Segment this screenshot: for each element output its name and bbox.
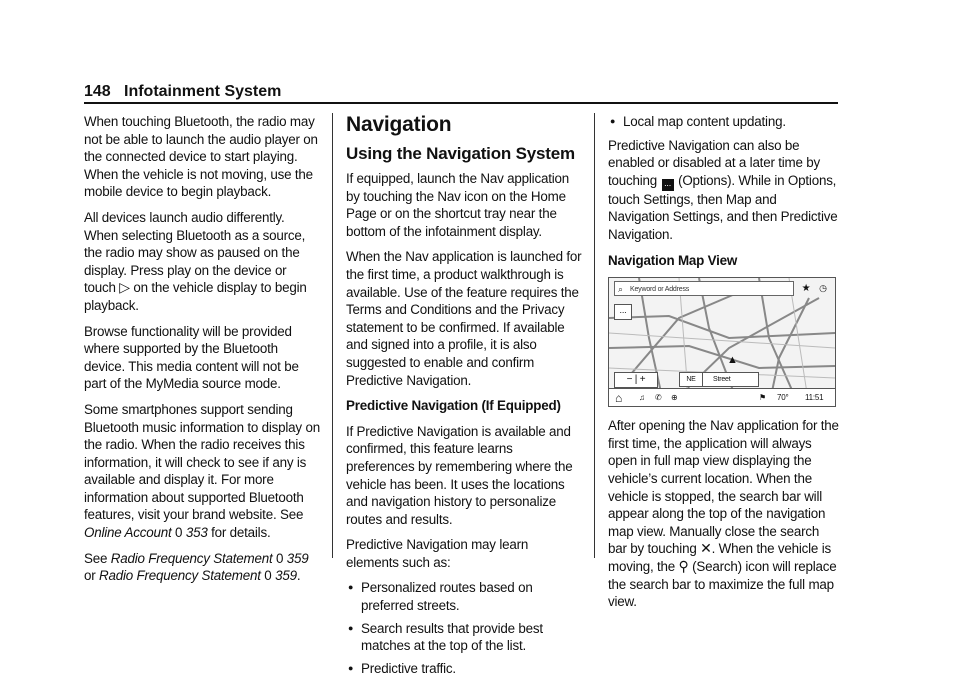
bullet-list [346,579,582,677]
cross-reference-link[interactable]: Online Account [84,525,172,541]
column-divider [332,113,333,558]
favorite-icon[interactable]: ★ [801,283,811,295]
subsection-heading: Using the Navigation System [346,144,575,163]
search-bar[interactable] [614,281,794,296]
nav-icon[interactable]: ⊕ [671,393,678,403]
close-icon: ✕ [700,540,712,557]
column-2 [346,113,582,683]
play-icon: ▷ [119,279,130,296]
list-item: ● Search results that provide best matches at the top of the list. [346,620,582,655]
paragraph: Predictive Navigation may learn elements such as: [346,537,529,570]
paragraph: If equipped, launch the Nav application by touching the Nav icon on the Home Page or on the shortcut tray near the bottom of the infotainment display. [346,171,569,239]
search-icon: ⚲ [678,557,689,574]
search-icon: ⌕ [618,284,623,295]
list-item: ● Local map content updating. [608,113,840,131]
paragraph-heading: Predictive Navigation (If Equipped) [346,398,561,414]
page-arrow: 0 [276,550,284,566]
figure-heading: Navigation Map View [608,252,738,268]
column-1 [84,113,320,593]
page-arrow: 0 [175,525,183,541]
shortcut-tray [609,388,835,407]
page-ref[interactable]: 359 [286,550,309,566]
page-header [84,83,838,105]
bullet-list [608,113,840,131]
map-options-button[interactable]: ... [614,304,632,320]
current-street-label [679,372,759,387]
navigation-map-figure [608,277,836,407]
temperature: 70° [777,393,789,403]
cross-reference-link[interactable]: Radio Frequency Statement [99,568,261,584]
paragraph: After opening the Nav application for the first time, the application will always open in full map view displaying the vehicle’s current location. When the vehicle is stopped, the search bar will appear along the top of the navigation map view. Manually close the search bar by touching ✕. When the vehicle is moving, the ⚲ (Search) icon will replace the search bar to maximize the full map view. [608,418,839,610]
column-3 [608,113,840,619]
paragraph: If Predictive Navigation is available and confirmed, this feature learns preferences by remembering where the vehicle has been. It uses the locations and navigation history to personalize routes and results. [346,423,573,527]
location-pin-icon: ⚑ [759,393,766,403]
music-icon[interactable]: ♫ [639,393,645,403]
list-item: ● Personalized routes based on preferred streets. [346,579,582,614]
vehicle-location-icon: ▲ [727,354,738,367]
page-arrow: 0 [264,568,272,584]
recent-icon[interactable]: ◷ [819,283,827,294]
heading-direction: NE [680,373,703,386]
search-placeholder: Keyword or Address [630,286,690,294]
cross-reference-link[interactable]: Radio Frequency Statement [110,550,273,566]
list-item: ● Predictive traffic. [346,660,582,678]
section-heading: Navigation [346,113,452,136]
street-name: Street [713,376,731,384]
page-ref[interactable]: 353 [185,525,208,541]
phone-icon[interactable]: ✆ [655,393,662,403]
section-title: Infotainment System [124,83,282,100]
paragraph: When touching Bluetooth, the radio may not be able to launch the audio player on the connected device to start playing. When the vehicle is not moving, use the mobile device to begin playback. [84,114,318,200]
options-icon: ... [662,179,674,191]
header-rule [84,102,838,104]
paragraph: Some smartphones support sending Bluetooth music information to display on the radio. When the radio receives this information, it will check to see if any is available and display it. For more information about supported Bluetooth features, visit your brand website. See Online Account 0 353 for details. [84,401,320,541]
home-icon[interactable]: ⌂ [615,391,623,406]
column-divider [594,113,595,558]
paragraph: When the Nav application is launched for the first time, a product walkthrough is available. Use of the feature requires the Terms and Conditions and the Privacy statement to be confirmed. If available and signed into a profile, it is also suggested to enable and confirm Predictive Navigation. [346,249,582,388]
page-number: 148 [84,83,111,100]
paragraph: See Radio Frequency Statement 0 359 or Radio Frequency Statement 0 359. [84,550,309,584]
paragraph: All devices launch audio differently. When selecting Bluetooth as a source, the radio may show as paused on the display. Press play on the device or touch ▷ on the vehicle display to begin playback. [84,209,307,313]
paragraph: Predictive Navigation can also be enabled or disabled at a later time by touching ... (Options). While in Options, touch Settings, then Map and Navigation Settings, and then Predictive Navigation. [608,137,838,242]
clock-time: 11:51 [805,393,824,403]
page-ref[interactable]: 359 [275,568,297,584]
paragraph: Browse functionality will be provided where supported by the Bluetooth device. This media content will not be part of the MyMedia source mode. [84,323,299,392]
zoom-control[interactable]: − | + [614,372,658,388]
